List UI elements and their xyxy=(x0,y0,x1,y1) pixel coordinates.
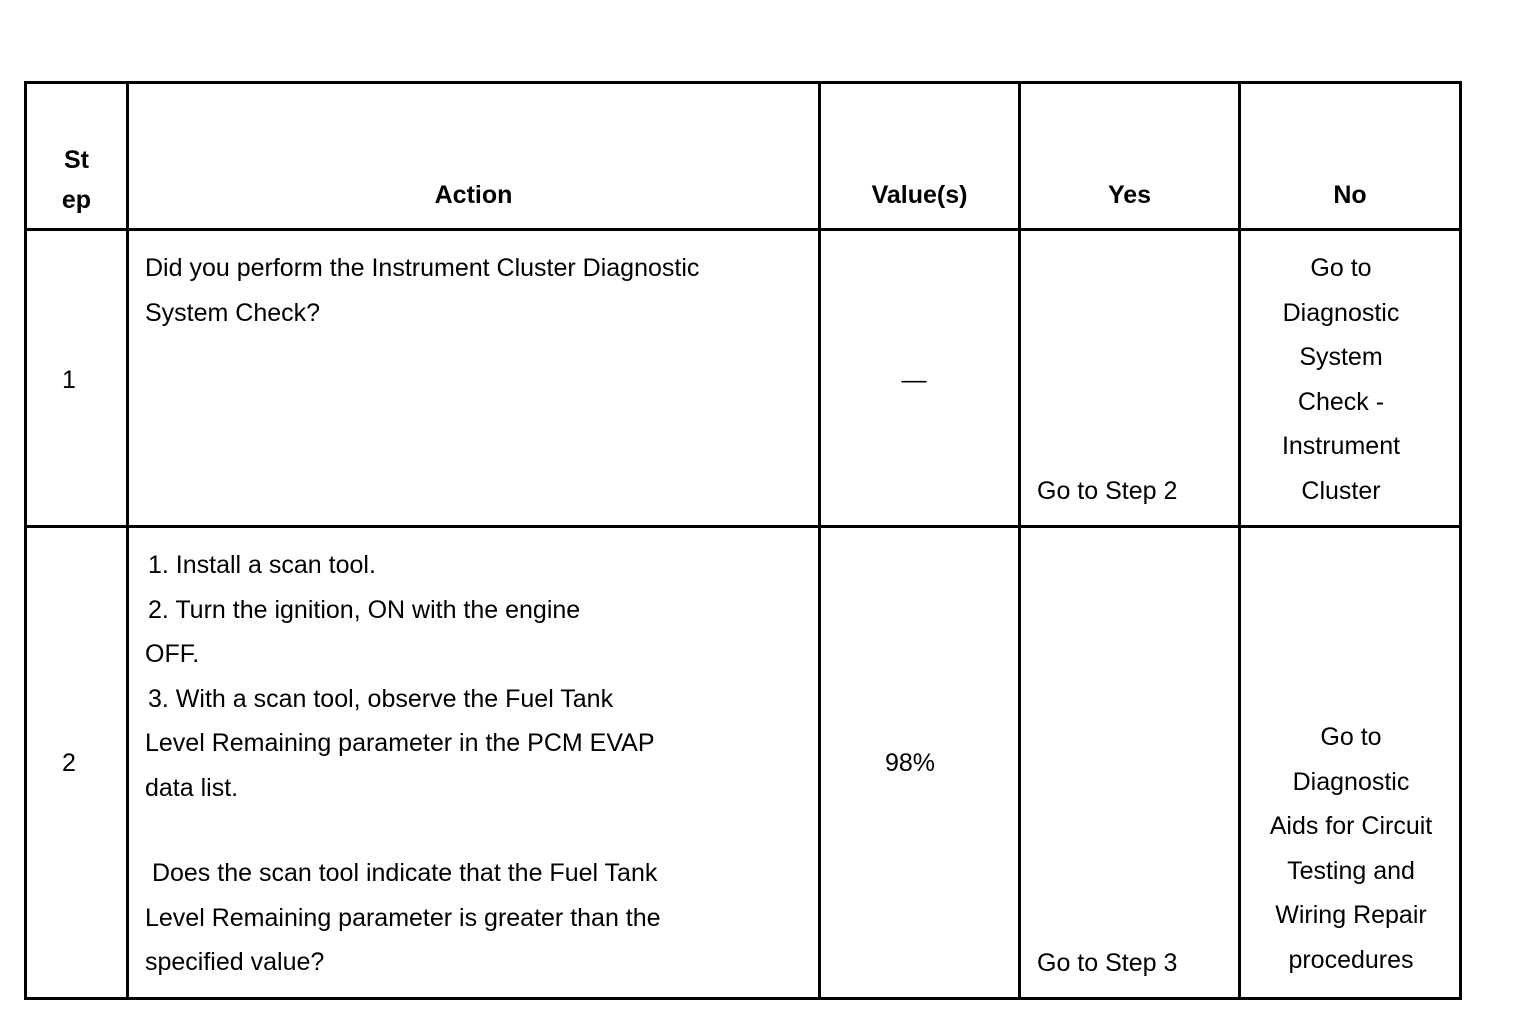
row2-action-line: data list. xyxy=(145,773,239,802)
row2-step: 2 xyxy=(62,749,76,777)
row2-action-line: OFF. xyxy=(145,640,200,668)
row2-action-line: 1. Install a scan tool. xyxy=(148,551,376,579)
header-values: Value(s) xyxy=(871,181,968,209)
row2-action-line: 3. With a scan tool, observe the Fuel Tank xyxy=(148,684,614,713)
header-bottom-border xyxy=(24,228,1462,231)
row2-action xyxy=(145,543,815,985)
row2-action-line: specified value? xyxy=(145,948,325,976)
header-action: Action xyxy=(434,181,513,209)
col-divider-yes-no xyxy=(1238,81,1241,1000)
row2-no xyxy=(1246,715,1456,982)
col-divider-value-yes xyxy=(1018,81,1021,1000)
row1-no-line: Cluster xyxy=(1301,476,1381,505)
row1-no-line: Diagnostic xyxy=(1282,298,1400,327)
row1-action-line: System Check? xyxy=(145,298,321,327)
header-step-line1: St xyxy=(64,146,89,174)
row2-no-line: Diagnostic xyxy=(1292,767,1410,796)
row1-action-line: Did you perform the Instrument Cluster Diagnostic xyxy=(145,254,700,282)
row1-action xyxy=(145,246,815,335)
table-right-border xyxy=(1459,81,1462,1000)
row2-no-line: Testing and xyxy=(1287,856,1415,885)
row1-no-line: System xyxy=(1299,343,1383,371)
header-step xyxy=(27,140,126,220)
row2-action-line: 2. Turn the ignition, ON with the engine xyxy=(148,595,581,624)
row1-bottom-border xyxy=(24,525,1462,528)
row2-yes: Go to Step 3 xyxy=(1037,949,1178,977)
row1-no-line: Check - xyxy=(1297,387,1385,416)
header-step-line2: ep xyxy=(61,186,92,214)
row1-value: — xyxy=(901,366,927,394)
row2-no-line: Wiring Repair xyxy=(1275,901,1427,929)
col-divider-step-action xyxy=(126,81,129,1000)
header-no: No xyxy=(1333,181,1367,209)
row1-yes: Go to Step 2 xyxy=(1037,477,1178,505)
row2-value: 98% xyxy=(884,749,936,777)
row2-action-line: Level Remaining parameter in the PCM EVAP xyxy=(145,729,655,757)
row1-step: 1 xyxy=(62,366,76,394)
table-bottom-border xyxy=(24,997,1462,1000)
row1-no-line: Go to xyxy=(1310,254,1372,282)
row2-action-blank xyxy=(145,810,815,851)
row2-no-line: Aids for Circuit xyxy=(1269,812,1433,840)
table-top-border xyxy=(24,81,1462,84)
row1-no xyxy=(1241,246,1441,513)
row2-action-line: Does the scan tool indicate that the Fuel Tank xyxy=(145,859,658,887)
header-yes: Yes xyxy=(1107,181,1152,209)
row2-no-line: Go to xyxy=(1320,723,1382,751)
row2-no-line: procedures xyxy=(1288,945,1414,974)
row1-no-line: Instrument xyxy=(1281,432,1401,460)
row2-action-line: Level Remaining parameter is greater than the xyxy=(145,903,661,932)
col-divider-action-value xyxy=(818,81,821,1000)
